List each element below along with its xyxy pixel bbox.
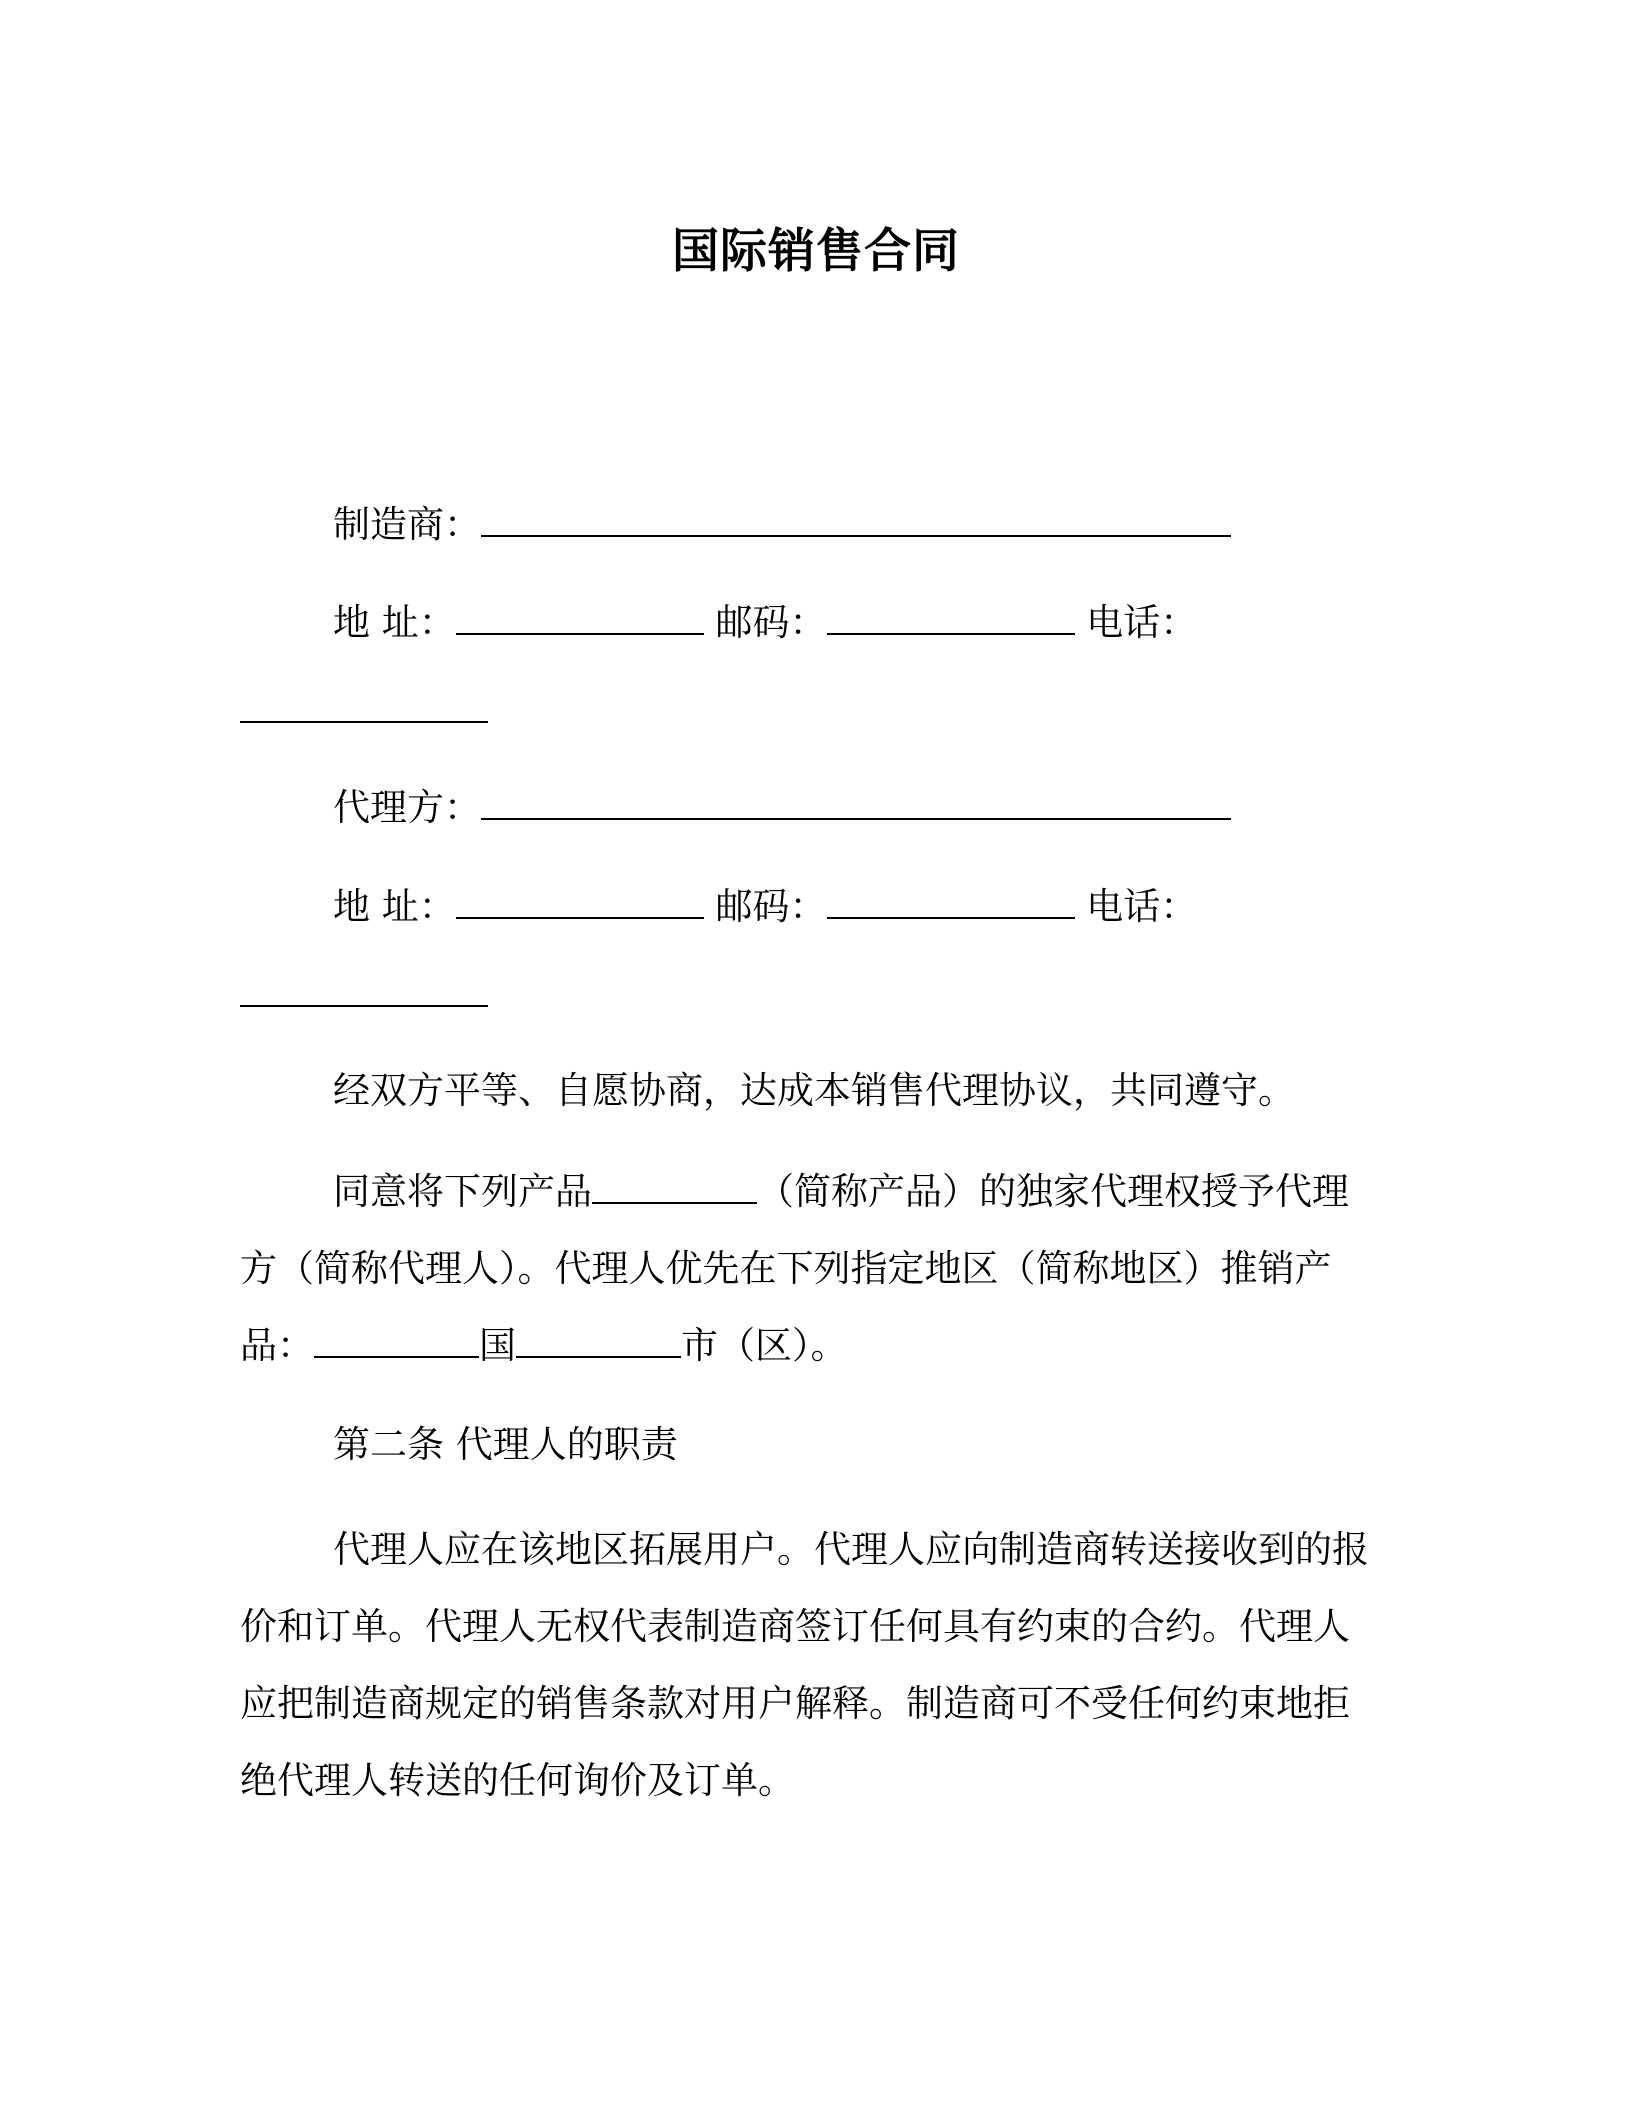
grant-part1: 同意将下列产品	[333, 1170, 592, 1213]
agent-blank	[481, 784, 1231, 820]
product-blank	[592, 1168, 757, 1204]
manufacturer-line	[333, 500, 1231, 550]
agent-contact-line	[333, 882, 1197, 932]
agent-address-label: 地 址：	[333, 885, 456, 928]
grant-country: 国	[479, 1324, 516, 1367]
manufacturer-phone-blank	[240, 687, 488, 723]
document-title: 国际销售合同	[672, 224, 960, 279]
country-blank	[314, 1322, 479, 1358]
grant-city: 市（区）。	[681, 1324, 848, 1367]
city-blank	[516, 1322, 681, 1358]
manufacturer-address-label: 地 址：	[333, 601, 456, 644]
article2-body: 代理人应在该地区拓展用户。代理人应向制造商转送接收到的报价和订单。代理人无权代表制造商签订任何具有约束的合约。代理人应把制造商规定的销售条款对用户解释。制造商可不受任何约束地拒绝代理人转送的任何询价及订单。	[240, 1528, 1369, 1802]
manufacturer-blank	[481, 501, 1231, 537]
manufacturer-postcode-label: 邮码：	[715, 601, 827, 644]
manufacturer-postcode-blank	[827, 599, 1075, 635]
intro-paragraph: 经双方平等、自愿协商，达成本销售代理协议，共同遵守。	[333, 1069, 1295, 1112]
agent-postcode-label: 邮码：	[715, 885, 827, 928]
agent-label: 代理方：	[333, 786, 481, 829]
manufacturer-phone-label: 电话：	[1086, 601, 1198, 644]
agent-phone-label: 电话：	[1086, 885, 1198, 928]
agent-phone-blank	[240, 971, 488, 1007]
agent-address-blank	[456, 883, 704, 919]
agent-phone-line	[240, 970, 488, 1020]
grant-paragraph	[240, 1153, 1370, 1384]
grant-part2: （简称产品）的独家代理权授予代理方（简称代理人）。代理人优先在下列指定地区（简称地区）推销产品：	[240, 1170, 1349, 1367]
agent-postcode-blank	[827, 883, 1075, 919]
article2-title: 第二条 代理人的职责	[333, 1423, 678, 1466]
manufacturer-contact-line	[333, 598, 1197, 648]
agent-line	[333, 783, 1231, 833]
manufacturer-label: 制造商：	[333, 503, 481, 546]
manufacturer-phone-line	[240, 686, 488, 736]
manufacturer-address-blank	[456, 599, 704, 635]
